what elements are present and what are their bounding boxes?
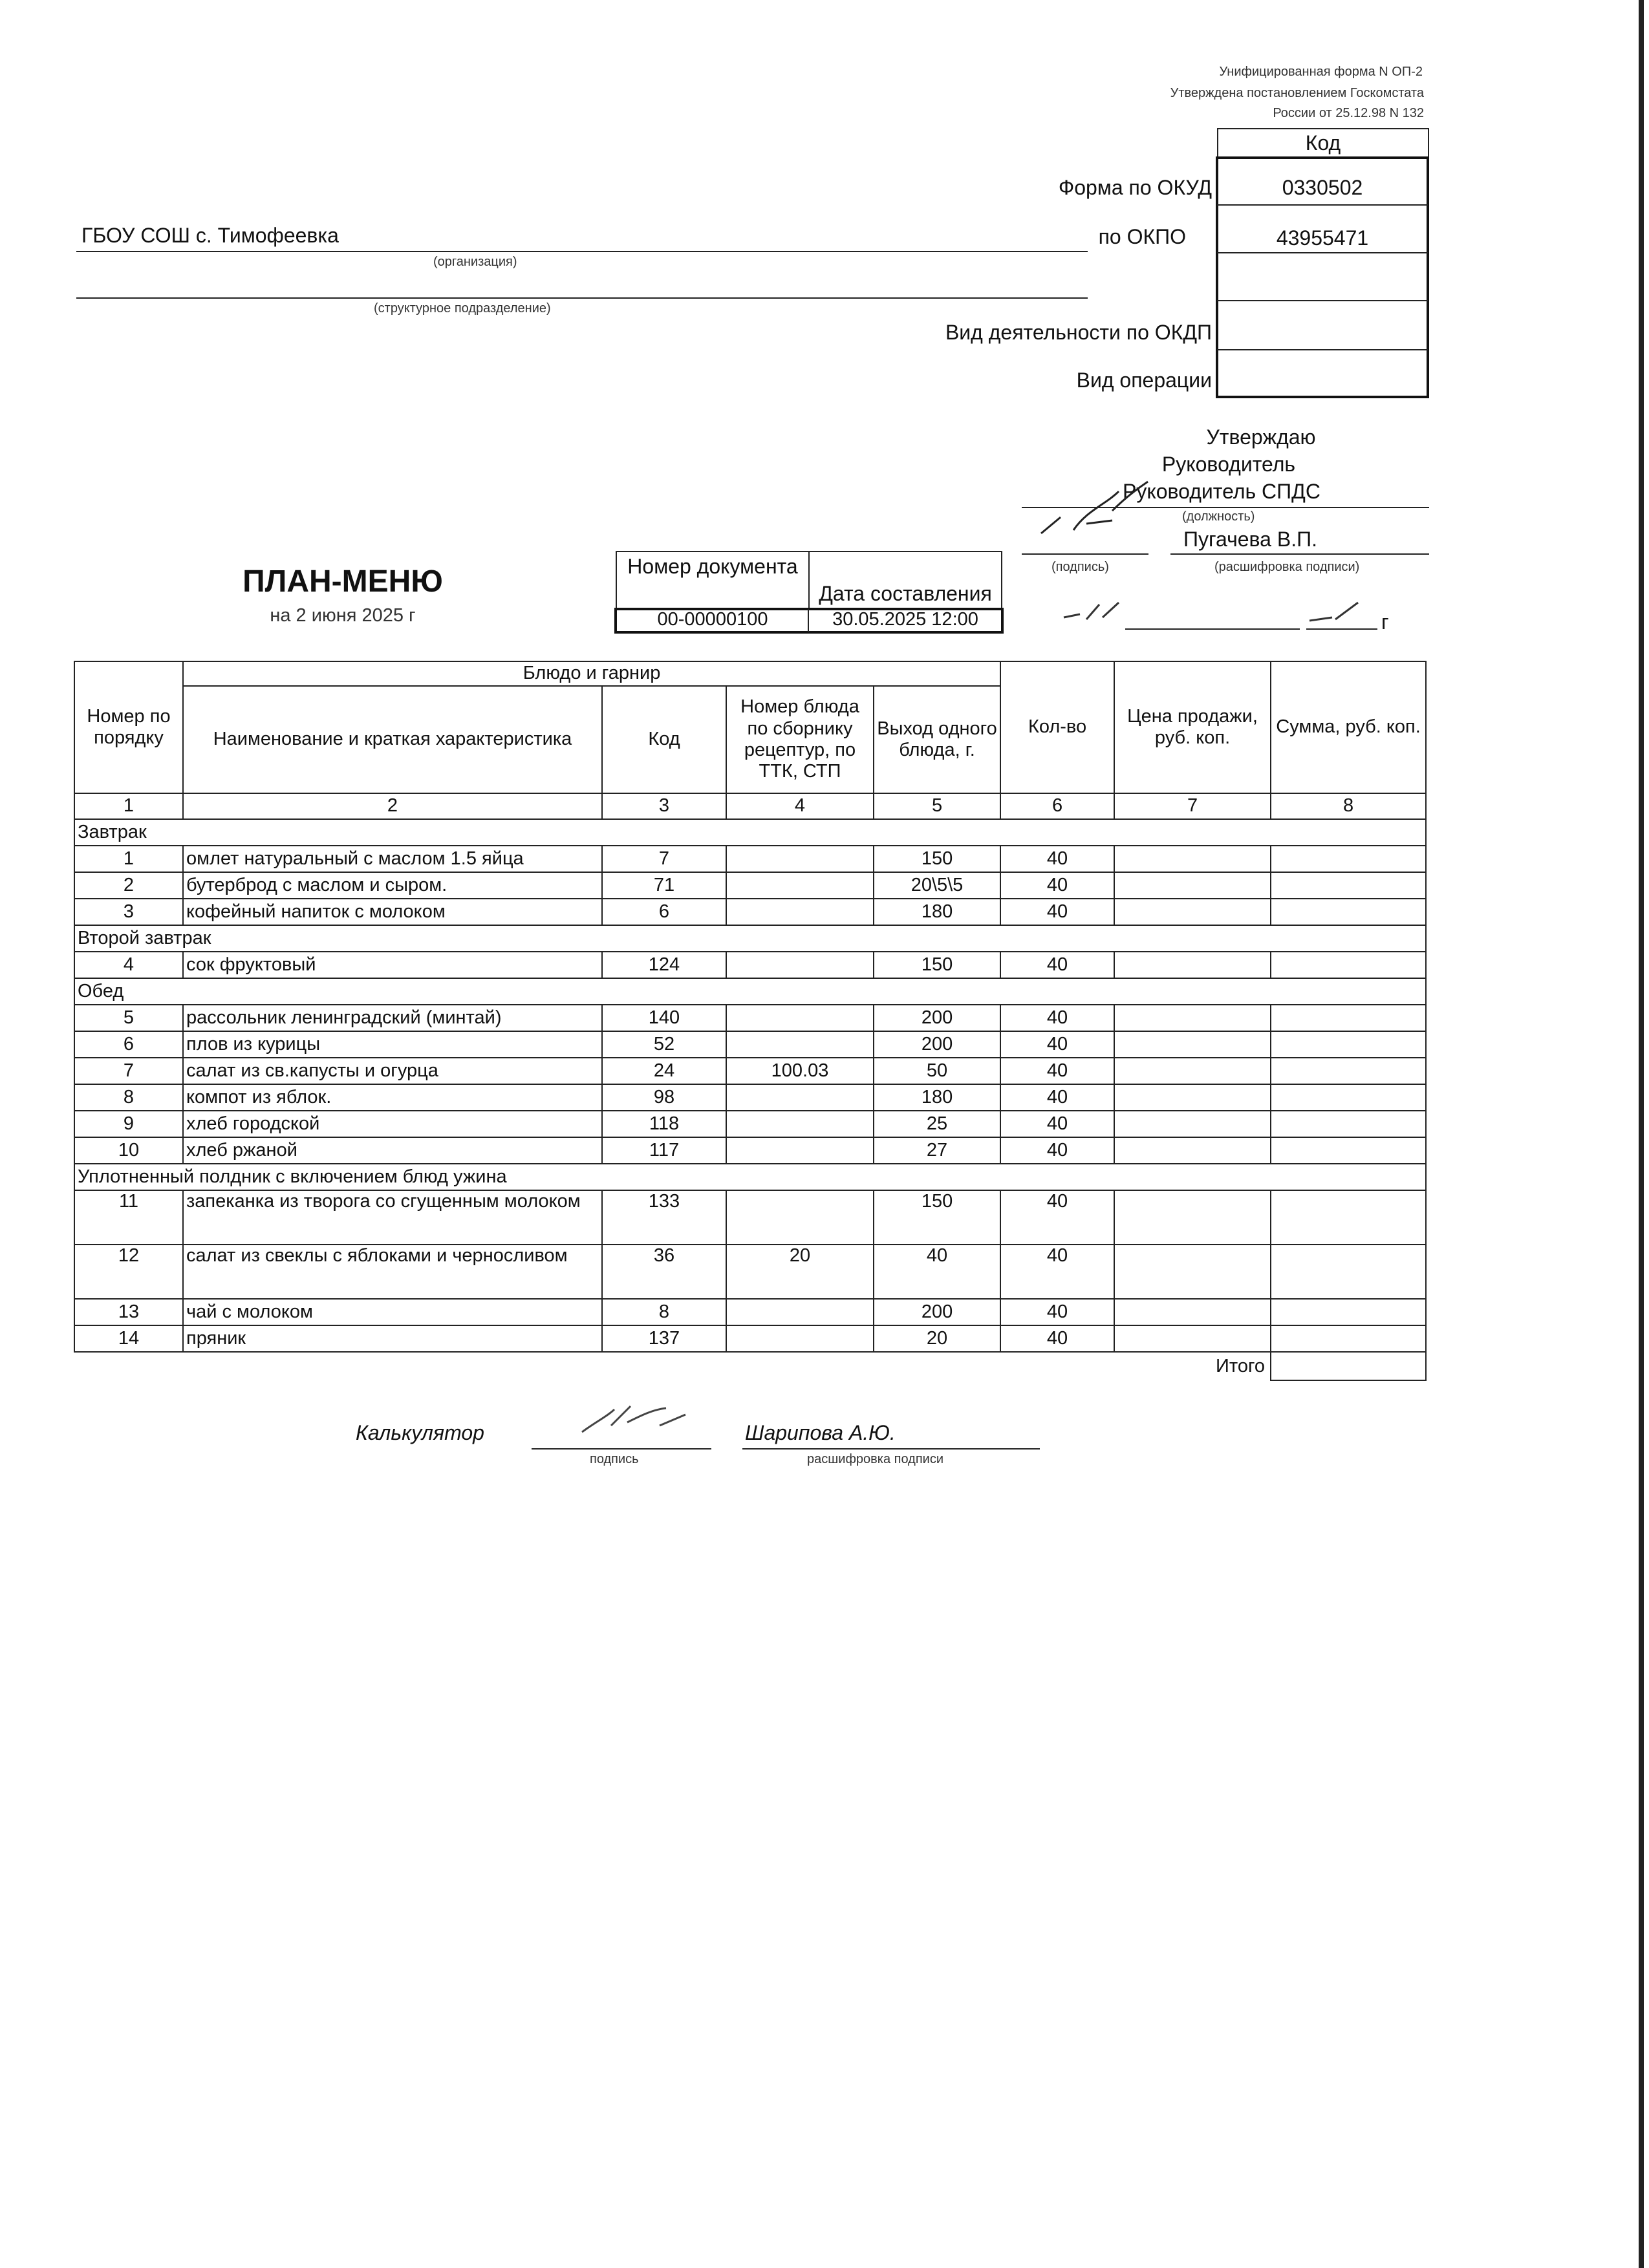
document-subtitle: на 2 июня 2025 г	[270, 605, 416, 626]
col-number: 2	[183, 793, 602, 819]
row-qty: 40	[1000, 952, 1114, 978]
header-code: Код	[602, 686, 726, 793]
footer-signature	[576, 1396, 698, 1442]
row-price	[1114, 899, 1271, 925]
col-number: 3	[602, 793, 726, 819]
row-price	[1114, 1299, 1271, 1325]
col-number: 5	[874, 793, 1000, 819]
table-row	[74, 899, 1426, 925]
table-row	[74, 1137, 1426, 1164]
table-row	[74, 1325, 1426, 1352]
row-price	[1114, 1111, 1271, 1137]
department-caption: (структурное подразделение)	[374, 301, 551, 316]
col-number: 7	[1114, 793, 1271, 819]
approval-date-line2	[1306, 628, 1377, 630]
row-name: компот из яблок.	[183, 1084, 602, 1111]
row-recipe	[726, 1111, 874, 1137]
row-recipe	[726, 1084, 874, 1111]
row-name: хлеб городской	[183, 1111, 602, 1137]
table-row	[74, 1031, 1426, 1058]
row-num: 1	[74, 846, 183, 872]
row-price	[1114, 846, 1271, 872]
row-price	[1114, 1137, 1271, 1164]
header-sum: Сумма, руб. коп.	[1271, 661, 1426, 793]
row-price	[1114, 1245, 1271, 1299]
row-yield: 150	[874, 952, 1000, 978]
row-yield: 200	[874, 1299, 1000, 1325]
row-name: кофейный напиток с молоком	[183, 899, 602, 925]
row-price	[1114, 1058, 1271, 1084]
row-yield: 200	[874, 1031, 1000, 1058]
footer-name-line	[742, 1448, 1040, 1450]
row-qty: 40	[1000, 1084, 1114, 1111]
row-yield: 180	[874, 1084, 1000, 1111]
signature-line	[1022, 553, 1148, 555]
row-sum	[1271, 1111, 1426, 1137]
row-sum	[1271, 872, 1426, 899]
header-price: Цена продажи, руб. коп.	[1114, 661, 1271, 793]
row-sum	[1271, 1325, 1426, 1352]
table-row	[74, 1111, 1426, 1137]
operation-label: Вид операции	[1076, 369, 1212, 392]
row-num: 2	[74, 872, 183, 899]
row-sum	[1271, 1005, 1426, 1031]
row-code: 133	[602, 1190, 726, 1245]
approval-line2: Руководитель	[1161, 453, 1296, 476]
footer-name: Шарипова А.Ю.	[745, 1421, 896, 1444]
row-code: 117	[602, 1137, 726, 1164]
form-header-line1: Унифицированная форма N ОП-2	[1219, 65, 1423, 79]
row-num: 8	[74, 1084, 183, 1111]
section-title: Уплотненный полдник с включением блюд ужина	[74, 1164, 1426, 1190]
row-num: 7	[74, 1058, 183, 1084]
signature-caption: (подпись)	[1051, 560, 1109, 574]
approval-position: Руководитель СПДС	[1123, 480, 1320, 503]
row-qty: 40	[1000, 1245, 1114, 1299]
row-num: 9	[74, 1111, 183, 1137]
name-line	[1170, 553, 1429, 555]
row-name: рассольник ленинградский (минтай)	[183, 1005, 602, 1031]
footer-signature-caption: подпись	[590, 1452, 639, 1466]
row-price	[1114, 872, 1271, 899]
row-recipe	[726, 1190, 874, 1245]
row-yield: 40	[874, 1245, 1000, 1299]
row-code: 137	[602, 1325, 726, 1352]
table-row	[74, 872, 1426, 899]
row-yield: 150	[874, 846, 1000, 872]
header-qty: Кол-во	[1000, 661, 1114, 793]
row-recipe	[726, 899, 874, 925]
section-title: Обед	[74, 978, 1426, 1005]
row-sum	[1271, 846, 1426, 872]
row-name: запеканка из творога со сгущенным молоком	[183, 1190, 602, 1245]
row-sum	[1271, 1084, 1426, 1111]
form-header-line2: Утверждена постановлением Госкомстата	[1170, 86, 1424, 100]
table-row	[74, 1190, 1426, 1245]
position-caption: (должность)	[1182, 509, 1255, 524]
doc-date-value: 30.05.2025 12:00	[832, 609, 978, 630]
table-row	[74, 952, 1426, 978]
row-yield: 200	[874, 1005, 1000, 1031]
col-number: 6	[1000, 793, 1114, 819]
header-name: Наименование и краткая характеристика	[183, 686, 602, 793]
row-yield: 20\5\5	[874, 872, 1000, 899]
form-header-line3: России от 25.12.98 N 132	[1273, 106, 1424, 120]
row-price	[1114, 952, 1271, 978]
row-qty: 40	[1000, 1190, 1114, 1245]
row-num: 5	[74, 1005, 183, 1031]
row-name: плов из курицы	[183, 1031, 602, 1058]
row-name: хлеб ржаной	[183, 1137, 602, 1164]
row-sum	[1271, 1031, 1426, 1058]
table-row	[74, 1245, 1426, 1299]
codes-divider-3	[1217, 300, 1428, 301]
row-qty: 40	[1000, 1058, 1114, 1084]
row-qty: 40	[1000, 1137, 1114, 1164]
col-number: 4	[726, 793, 874, 819]
row-price	[1114, 1084, 1271, 1111]
row-qty: 40	[1000, 1111, 1114, 1137]
row-recipe: 20	[726, 1245, 874, 1299]
row-yield: 150	[874, 1190, 1000, 1245]
approval-name: Пугачева В.П.	[1183, 528, 1317, 551]
row-recipe	[726, 846, 874, 872]
approval-line1: Утверждаю	[1206, 425, 1316, 449]
row-code: 24	[602, 1058, 726, 1084]
row-code: 7	[602, 846, 726, 872]
doc-date-header: Дата составления	[808, 551, 1002, 609]
header-yield: Выход одного блюда, г.	[874, 686, 1000, 793]
organization-line	[76, 251, 1088, 252]
row-name: пряник	[183, 1325, 602, 1352]
row-code: 6	[602, 899, 726, 925]
organization-caption: (организация)	[433, 255, 517, 269]
row-code: 140	[602, 1005, 726, 1031]
name-caption: (расшифровка подписи)	[1214, 560, 1360, 574]
row-num: 3	[74, 899, 183, 925]
row-recipe	[726, 952, 874, 978]
table-row	[74, 1299, 1426, 1325]
approval-signature	[1035, 472, 1164, 543]
date-scribble-1	[1061, 595, 1132, 627]
okdp-label: Вид деятельности по ОКДП	[945, 321, 1212, 344]
row-recipe	[726, 1005, 874, 1031]
okpo-label: по ОКПО	[1098, 225, 1186, 248]
approval-date-line	[1125, 628, 1300, 630]
row-recipe	[726, 1137, 874, 1164]
row-sum	[1271, 899, 1426, 925]
row-recipe	[726, 1299, 874, 1325]
row-num: 13	[74, 1299, 183, 1325]
table-row	[74, 846, 1426, 872]
col-number: 8	[1271, 793, 1426, 819]
row-name: омлет натуральный с маслом 1.5 яйца	[183, 846, 602, 872]
row-name: бутерброд с маслом и сыром.	[183, 872, 602, 899]
row-qty: 40	[1000, 846, 1114, 872]
row-num: 11	[74, 1190, 183, 1245]
okud-label: Форма по ОКУД	[1058, 176, 1212, 199]
header-group-dish: Блюдо и гарнир	[183, 661, 1000, 686]
row-qty: 40	[1000, 1299, 1114, 1325]
row-sum	[1271, 952, 1426, 978]
row-sum	[1271, 1058, 1426, 1084]
row-price	[1114, 1031, 1271, 1058]
row-price	[1114, 1005, 1271, 1031]
row-recipe	[726, 1325, 874, 1352]
row-yield: 27	[874, 1137, 1000, 1164]
codes-divider-2	[1217, 252, 1428, 253]
table-row	[74, 1084, 1426, 1111]
row-price	[1114, 1325, 1271, 1352]
total-value	[1271, 1352, 1426, 1380]
row-recipe	[726, 1031, 874, 1058]
row-yield: 50	[874, 1058, 1000, 1084]
header-num: Номер по порядку	[74, 661, 183, 793]
row-num: 14	[74, 1325, 183, 1352]
row-sum	[1271, 1299, 1426, 1325]
row-code: 71	[602, 872, 726, 899]
okud-value: 0330502	[1282, 176, 1363, 199]
row-num: 4	[74, 952, 183, 978]
scan-edge	[1639, 0, 1644, 2268]
table-row	[74, 1005, 1426, 1031]
row-price	[1114, 1190, 1271, 1245]
row-name: чай с молоком	[183, 1299, 602, 1325]
row-qty: 40	[1000, 1005, 1114, 1031]
total-label: Итого	[1216, 1355, 1266, 1376]
row-qty: 40	[1000, 1325, 1114, 1352]
code-header: Код	[1217, 128, 1429, 158]
row-qty: 40	[1000, 1031, 1114, 1058]
row-name: салат из св.капусты и огурца	[183, 1058, 602, 1084]
row-code: 36	[602, 1245, 726, 1299]
row-code: 118	[602, 1111, 726, 1137]
row-recipe	[726, 872, 874, 899]
row-qty: 40	[1000, 872, 1114, 899]
header-recipe: Номер блюда по сборнику рецептур, по ТТК, СТП	[726, 686, 874, 793]
row-sum	[1271, 1190, 1426, 1245]
menu-table	[74, 661, 1427, 1381]
table-row	[74, 1058, 1426, 1084]
col-number: 1	[74, 793, 183, 819]
row-code: 98	[602, 1084, 726, 1111]
organization-name: ГБОУ СОШ с. Тимофеевка	[81, 224, 339, 247]
row-sum	[1271, 1137, 1426, 1164]
row-recipe: 100.03	[726, 1058, 874, 1084]
document-title: ПЛАН-МЕНЮ	[242, 564, 443, 599]
row-yield: 20	[874, 1325, 1000, 1352]
date-scribble-2	[1306, 595, 1377, 627]
row-num: 10	[74, 1137, 183, 1164]
footer-name-caption: расшифровка подписи	[807, 1452, 944, 1466]
okpo-value: 43955471	[1276, 226, 1369, 250]
row-sum	[1271, 1245, 1426, 1299]
row-num: 12	[74, 1245, 183, 1299]
row-code: 8	[602, 1299, 726, 1325]
row-name: салат из свеклы с яблоками и черносливом	[183, 1245, 602, 1299]
approval-date-suffix: г	[1381, 610, 1389, 634]
row-qty: 40	[1000, 899, 1114, 925]
footer-signature-line	[532, 1448, 711, 1450]
row-code: 52	[602, 1031, 726, 1058]
footer-role: Калькулятор	[356, 1421, 484, 1444]
section-title: Завтрак	[74, 819, 1426, 846]
doc-values-divider	[808, 609, 809, 632]
row-num: 6	[74, 1031, 183, 1058]
row-code: 124	[602, 952, 726, 978]
row-yield: 180	[874, 899, 1000, 925]
section-title: Второй завтрак	[74, 925, 1426, 952]
row-yield: 25	[874, 1111, 1000, 1137]
doc-number-header: Номер документа	[616, 551, 810, 609]
codes-divider-1	[1217, 204, 1428, 206]
department-line	[76, 297, 1088, 299]
codes-divider-4	[1217, 349, 1428, 350]
doc-number-value: 00-00000100	[657, 609, 768, 630]
row-name: сок фруктовый	[183, 952, 602, 978]
